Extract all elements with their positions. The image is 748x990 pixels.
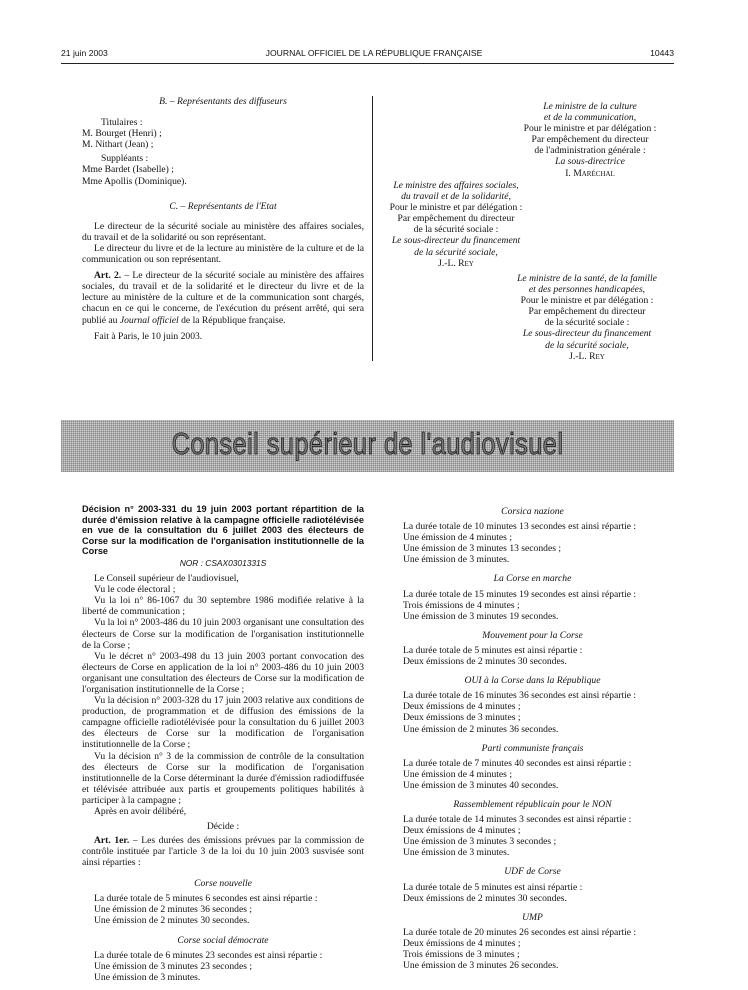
party-name: Parti communiste français <box>481 742 584 754</box>
para-directeur-livre: Le directeur du livre et de la lecture au ministère de la culture et de la communication ou son représentant. <box>82 242 364 266</box>
nor-reference: NOR : CSAX0301331S <box>179 557 267 568</box>
article-1-label: Art. 1er. <box>94 835 130 847</box>
party-block: Corsica nazione La durée totale de 10 minutes 13 secondes est ainsi répartie : Une émission de 4 minutes ; Une émission de 3 minutes 13 secondes ; Une émission de 3 minutes. <box>391 506 674 565</box>
header-rule <box>61 63 674 64</box>
section-banner <box>61 420 674 472</box>
titulaire-1: M. Bourget (Henri) ; <box>82 128 162 140</box>
party-block: Rassemblement républicain pour le NON La durée totale de 14 minutes 3 secondes est ainsi répartie : Deux émissions de 4 minutes ; Une émission de 3 minutes 3 secondes ; Une émission de 3 minutes. <box>391 799 674 858</box>
section-c-heading: C. – Représentants de l'Etat <box>169 200 277 212</box>
column-divider <box>372 96 373 361</box>
party-block: La Corse en marche La durée totale de 15 minutes 19 secondes est ainsi répartie : Trois émissions de 4 minutes ; Une émission de 3 minutes 19 secondes. <box>391 573 674 621</box>
suppleant-2: Mme Apollis (Dominique). <box>82 175 187 187</box>
decision-preamble: Le Conseil supérieur de l'audiovisuel, Vu le code électoral ; Vu la loi n° 86-1067 du 30 septembre 1986 modifiée relative à la liberté de communication ; Vu la loi n° 2003-486 du 10 juin 2003 organisant une consultation des électeurs de Corse sur la modification de l'organisation institutionnelle de la Corse ; Vu le décret n° 2003-498 du 13 juin 2003 portant convocation des électeurs de Corse en application de la loi n° 2003-486 du 10 juin 2003 organisant une consultation des électeurs de Corse sur la modification de l'organisation institutionnelle de la Corse ; Vu la décision n° 2003-328 du 17 juin 2003 relative aux conditions de production, de programmation et de diffusion des émissions de la campagne officielle radiotélévisée pour la consultation du 6 juillet 2003 des électeurs de Corse sur la modification de l'organisation institutionnelle de la Corse ; Vu la décision n° 3 de la commission de contrôle de la consultation des électeurs de Corse sur la modification de l'organisation institutionnelle de la Corse déterminant la durée d'émission radiodiffusée et télévisée attribuée aux partis et groupements politiques habilités à participer à la campagne ; Après en avoir délibéré, <box>82 573 364 818</box>
signature-affaires-sociales: Le ministre des affaires sociales, du travail et de la solidarité, Pour le ministre et par délégation : Par empêchement du directeur de la sécurité sociale : Le sous-directeur du financement de la sécurité sociale, J.-L. Rey <box>374 180 538 269</box>
party-block: UDF de Corse La durée totale de 5 minutes est ainsi répartie : Deux émissions de 2 minutes 30 secondes. <box>391 866 674 903</box>
page-number: 10443 <box>650 48 674 58</box>
party-block: OUI à la Corse dans la République La durée totale de 16 minutes 36 secondes est ainsi répartie : Deux émissions de 4 minutes ; Deux émissions de 3 minutes ; Une émission de 2 minutes 36 secondes. <box>391 675 674 734</box>
party-name: Mouvement pour la Corse <box>482 629 583 641</box>
suppleants-label: Suppléants : <box>101 153 149 165</box>
party-block: Parti communiste français La durée totale de 7 minutes 40 secondes est ainsi répartie : Une émission de 4 minutes ; Une émission de 3 minutes 40 secondes. <box>391 743 674 791</box>
party-name: UMP <box>522 911 543 923</box>
journal-title: JOURNAL OFFICIEL DE LA RÉPUBLIQUE FRANÇAISE <box>265 48 483 58</box>
page-date: 21 juin 2003 <box>61 48 108 58</box>
signature-culture: Le ministre de la culture et de la communication, Pour le ministre et par délégation : Par empêchement du directeur de l'administration générale : La sous-directrice I. Maréchal <box>505 101 675 179</box>
top-left-column <box>82 96 364 342</box>
signatory-name: J.-L. Rey <box>438 257 474 269</box>
party-name: Corse social démocrate <box>177 934 269 946</box>
decision-title: Décision n° 2003-331 du 19 juin 2003 portant répartition de la durée d'émission relative à la campagne officielle radiotélévisée en vue de la consultation du 6 juillet 2003 des électeurs de Corse sur la modification de l'organisation institutionnelle de la Corse <box>82 504 364 557</box>
signatory-name: I. Maréchal <box>565 167 615 179</box>
decision-column <box>82 504 364 983</box>
para-directeur-securite-sociale: Le directeur de la sécurité sociale au ministère des affaires sociales, du travail et de la solidarité ou son représentant. <box>82 220 364 243</box>
article-2: Art. 2. – Le directeur de la sécurité sociale au ministère des affaires sociales, du travail et de la solidarité et le directeur du livre et de la lecture au ministère de la culture et de la communication sont chargés, chacun en ce qui le concerne, de l'exécution du présent arrêté, qui sera publié au Journal officiel de la République française. <box>82 270 364 326</box>
article-1: Art. 1er. – Les durées des émissions prévues par la commission de contrôle instituée par l'article 3 de la loi du 10 juin 2003 susvisée sont ainsi réparties : <box>82 835 364 869</box>
suppleant-1: Mme Bardet (Isabelle) ; <box>82 164 174 176</box>
fait-a-paris: Fait à Paris, le 10 juin 2003. <box>94 330 203 342</box>
journal-officiel-ref: Journal officiel <box>119 314 179 326</box>
parties-column <box>391 506 674 971</box>
section-banner-title: Conseil supérieur de l'audiovisuel <box>171 426 564 461</box>
section-b-heading: B. – Représentants des diffuseurs <box>159 96 287 107</box>
party-block: Corse social démocrate La durée totale de 6 minutes 23 secondes est ainsi répartie : Une émission de 3 minutes 23 secondes ; Une émission de 3 minutes. <box>82 935 364 983</box>
party-name: La Corse en marche <box>493 573 572 585</box>
party-name: UDF de Corse <box>504 866 561 878</box>
party-name: OUI à la Corse dans la République <box>464 675 601 687</box>
party-name: Corsica nazione <box>501 506 564 517</box>
signature-sante: Le ministre de la santé, de la famille et des personnes handicapées, Pour le ministre et par délégation : Par empêchement du directeur de la sécurité sociale : Le sous-directeur du financement de la sécurité sociale, J.-L. Rey <box>497 273 677 362</box>
decide-label: Décide : <box>206 821 240 833</box>
party-block: Mouvement pour la Corse La durée totale de 5 minutes est ainsi répartie : Deux émissions de 2 minutes 30 secondes. <box>391 630 674 667</box>
titulaire-2: M. Nithart (Jean) ; <box>82 139 154 151</box>
signatory-name: J.-L. Rey <box>569 350 605 362</box>
article-2-label: Art. 2. <box>94 270 122 282</box>
party-name: Corse nouvelle <box>194 877 252 889</box>
party-name: Rassemblement républicain pour le NON <box>453 798 612 810</box>
party-block: UMP La durée totale de 20 minutes 26 secondes est ainsi répartie : Deux émissions de 4 minutes ; Trois émissions de 3 minutes ; Une émission de 3 minutes 26 secondes. <box>391 912 674 971</box>
titulaires-label: Titulaires : <box>101 117 143 129</box>
party-block: Corse nouvelle La durée totale de 5 minutes 6 secondes est ainsi répartie : Une émission de 2 minutes 36 secondes ; Une émission de 2 minutes 30 secondes. <box>82 878 364 926</box>
